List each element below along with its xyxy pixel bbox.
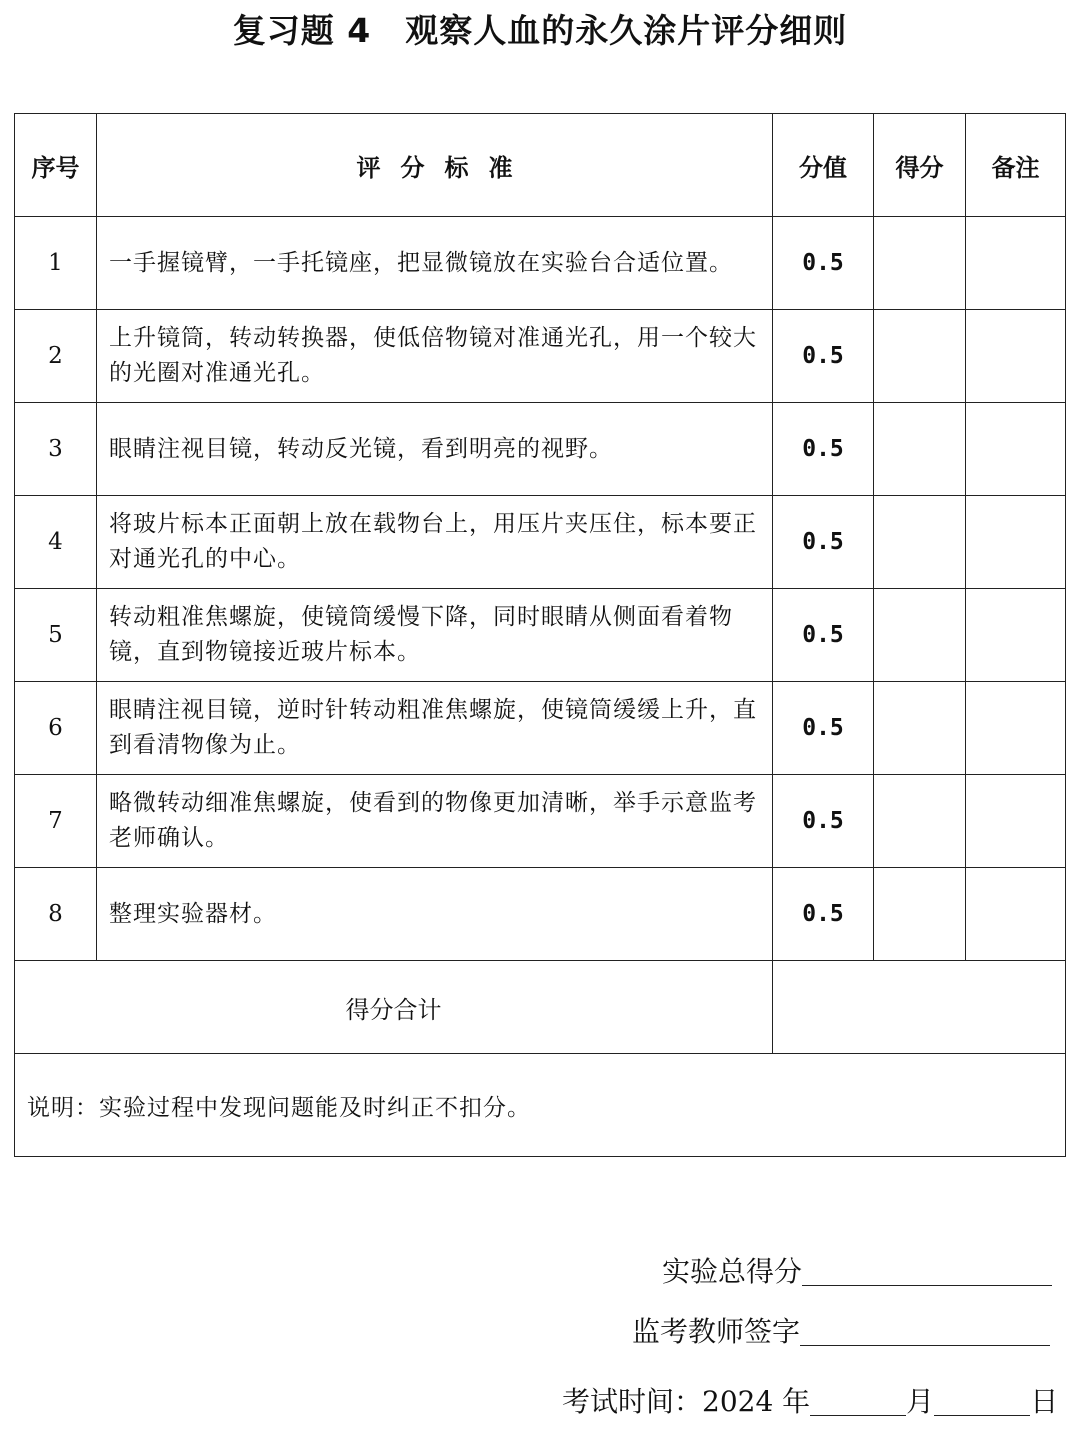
row-points: 0.5 — [773, 775, 874, 868]
table-row — [15, 310, 1066, 403]
total-score-line — [662, 1250, 1052, 1290]
exam-time-line — [562, 1380, 1058, 1420]
total-score-label: 实验总得分 — [662, 1255, 803, 1288]
teacher-sign-line — [632, 1310, 1050, 1350]
month-label: 月 — [906, 1385, 935, 1418]
teacher-sign-label: 监考教师签字 — [632, 1315, 801, 1348]
page-title: 复习题 4 观察人血的永久涂片评分细则 — [232, 11, 848, 50]
table-row — [15, 496, 1066, 589]
row-index: 4 — [15, 496, 97, 589]
table-row — [15, 217, 1066, 310]
exam-time-label: 考试时间：2024 年 — [562, 1385, 811, 1418]
row-index: 6 — [15, 682, 97, 775]
row-score-cell[interactable] — [874, 589, 966, 682]
row-score-cell[interactable] — [874, 682, 966, 775]
table-row — [15, 775, 1066, 868]
day-blank[interactable] — [934, 1385, 1030, 1416]
total-row — [15, 961, 1066, 1054]
row-points: 0.5 — [773, 310, 874, 403]
row-remarks-cell[interactable] — [966, 310, 1066, 403]
row-index: 1 — [15, 217, 97, 310]
row-remarks-cell[interactable] — [966, 682, 1066, 775]
row-points: 0.5 — [773, 496, 874, 589]
row-remarks-cell[interactable] — [966, 775, 1066, 868]
row-remarks-cell[interactable] — [966, 496, 1066, 589]
row-score-cell[interactable] — [874, 868, 966, 961]
table-row — [15, 403, 1066, 496]
total-label: 得分合计 — [15, 961, 773, 1054]
row-score-cell[interactable] — [874, 310, 966, 403]
table-row — [15, 868, 1066, 961]
row-criteria: 上升镜筒，转动转换器，使低倍物镜对准通光孔，用一个较大的光圈对准通光孔。 — [97, 310, 773, 403]
row-remarks-cell[interactable] — [966, 868, 1066, 961]
row-index: 2 — [15, 310, 97, 403]
row-remarks-cell[interactable] — [966, 589, 1066, 682]
row-score-cell[interactable] — [874, 217, 966, 310]
teacher-sign-blank[interactable] — [800, 1315, 1050, 1346]
row-index: 5 — [15, 589, 97, 682]
row-criteria: 眼睛注视目镜，转动反光镜，看到明亮的视野。 — [97, 403, 773, 496]
row-criteria: 转动粗准焦螺旋，使镜筒缓慢下降，同时眼睛从侧面看着物镜，直到物镜接近玻片标本。 — [97, 589, 773, 682]
row-criteria: 眼睛注视目镜，逆时针转动粗准焦螺旋，使镜筒缓缓上升，直到看清物像为止。 — [97, 682, 773, 775]
row-index: 8 — [15, 868, 97, 961]
row-score-cell[interactable] — [874, 775, 966, 868]
header-score: 得分 — [874, 114, 966, 217]
row-index: 3 — [15, 403, 97, 496]
table-row — [15, 589, 1066, 682]
total-score-blank[interactable] — [802, 1255, 1052, 1286]
row-criteria: 整理实验器材。 — [97, 868, 773, 961]
row-index: 7 — [15, 775, 97, 868]
row-remarks-cell[interactable] — [966, 217, 1066, 310]
row-score-cell[interactable] — [874, 496, 966, 589]
row-criteria: 将玻片标本正面朝上放在载物台上，用压片夹压住，标本要正对通光孔的中心。 — [97, 496, 773, 589]
note-text: 说明：实验过程中发现问题能及时纠正不扣分。 — [15, 1054, 1066, 1157]
row-points: 0.5 — [773, 868, 874, 961]
header-index: 序号 — [15, 114, 97, 217]
header-points: 分值 — [773, 114, 874, 217]
row-remarks-cell[interactable] — [966, 403, 1066, 496]
note-row — [15, 1054, 1066, 1157]
header-criteria: 评分标准 — [97, 114, 773, 217]
table-row — [15, 682, 1066, 775]
scoring-table — [14, 113, 1066, 1157]
row-criteria: 一手握镜臂，一手托镜座，把显微镜放在实验台合适位置。 — [97, 217, 773, 310]
row-points: 0.5 — [773, 403, 874, 496]
row-score-cell[interactable] — [874, 403, 966, 496]
day-label: 日 — [1030, 1385, 1059, 1418]
row-points: 0.5 — [773, 589, 874, 682]
table-header-row — [15, 114, 1066, 217]
header-remarks: 备注 — [966, 114, 1066, 217]
row-points: 0.5 — [773, 682, 874, 775]
total-score-cell[interactable] — [773, 961, 1066, 1054]
row-criteria: 略微转动细准焦螺旋，使看到的物像更加清晰，举手示意监考老师确认。 — [97, 775, 773, 868]
month-blank[interactable] — [810, 1385, 906, 1416]
row-points: 0.5 — [773, 217, 874, 310]
